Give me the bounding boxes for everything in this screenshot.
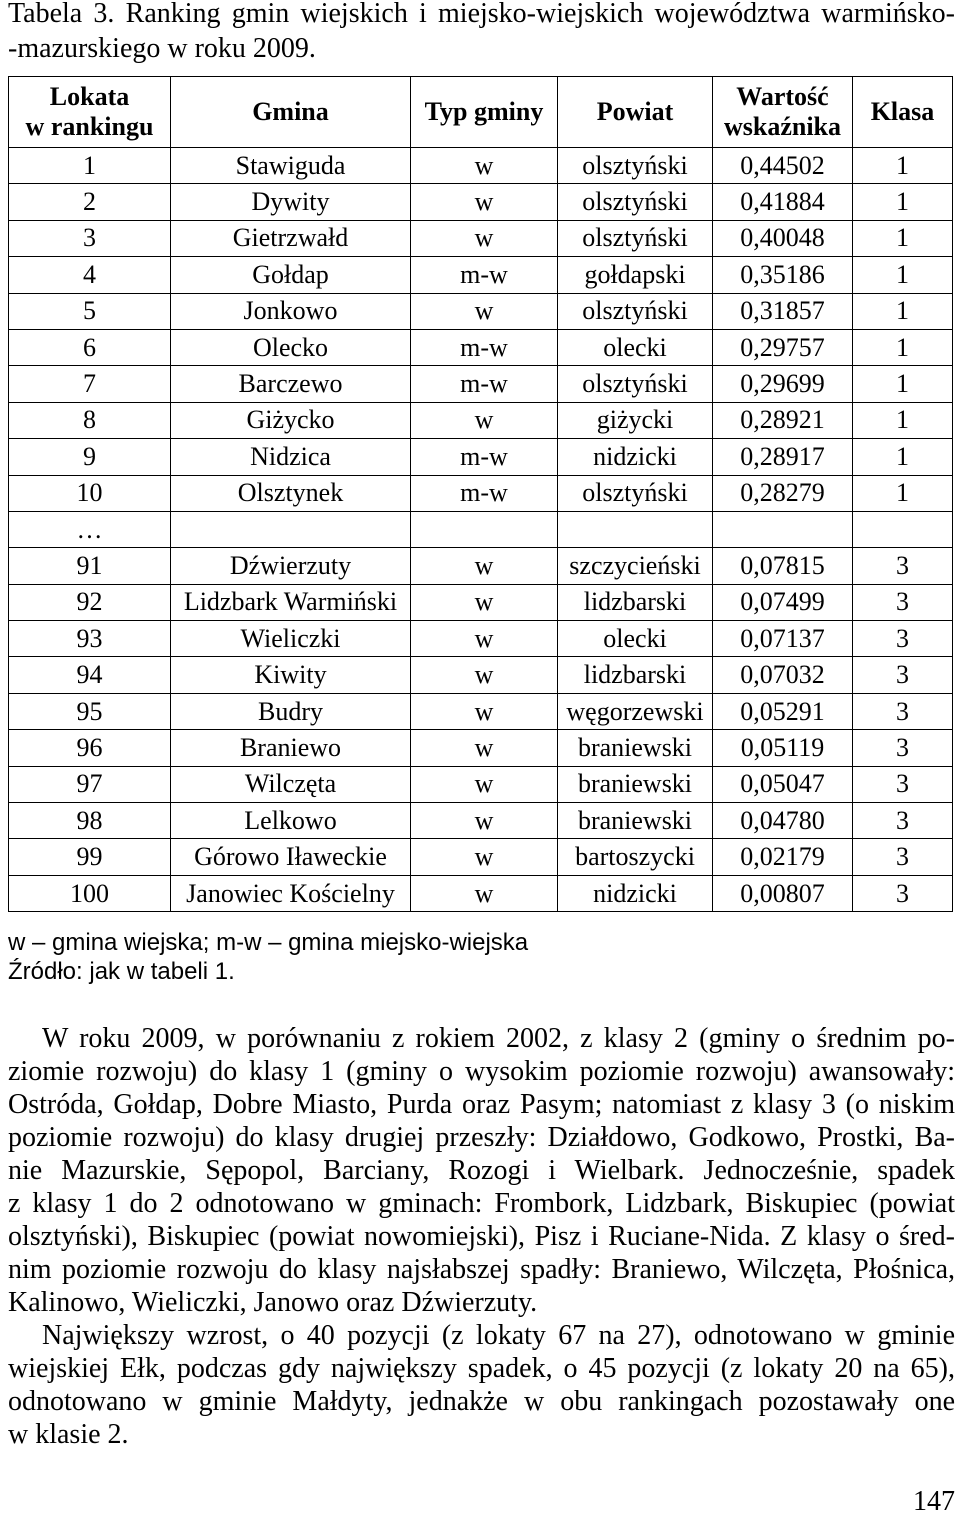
table-row [9, 329, 953, 365]
value-cell: 0,05047 [713, 766, 853, 802]
value-cell: 0,29699 [713, 366, 853, 402]
powiat-cell: nidzicki [558, 875, 713, 911]
class-cell: 1 [853, 293, 953, 329]
rank-cell: 8 [9, 402, 171, 438]
rank-cell: 99 [9, 839, 171, 875]
rank-cell: 97 [9, 766, 171, 802]
paragraph-line: nie Mazurskie, Sępopol, Barciany, Rozogi i Wielbark. Jednocześnie, spadek [8, 1155, 955, 1186]
powiat-cell: olecki [558, 621, 713, 657]
class-cell: 3 [853, 875, 953, 911]
paragraph-line: W roku 2009, w porównaniu z rokiem 2002, z klasy 2 (gminy o średnim po- [42, 1023, 955, 1054]
table-caption [8, 0, 955, 70]
class-cell: 1 [853, 439, 953, 475]
rank-cell: 9 [9, 439, 171, 475]
table-row [9, 548, 953, 584]
gmina-cell: Górowo Iławeckie [171, 839, 411, 875]
class-cell: 3 [853, 693, 953, 729]
table-row [9, 657, 953, 693]
powiat-cell: braniewski [558, 803, 713, 839]
rank-cell: 100 [9, 875, 171, 911]
type-cell: w [411, 730, 558, 766]
gmina-cell: Barczewo [171, 366, 411, 402]
value-cell: 0,07137 [713, 621, 853, 657]
table-header-row [9, 77, 953, 148]
value-cell: 0,07032 [713, 657, 853, 693]
rank-cell: 10 [9, 475, 171, 511]
type-cell: w [411, 875, 558, 911]
class-cell: 3 [853, 839, 953, 875]
table-row [9, 148, 953, 184]
table-row [9, 693, 953, 729]
class-cell: 1 [853, 329, 953, 365]
type-cell: w [411, 693, 558, 729]
table-row [9, 366, 953, 402]
rank-cell: 5 [9, 293, 171, 329]
rank-cell: 91 [9, 548, 171, 584]
table-row [9, 257, 953, 293]
empty-cell [558, 511, 713, 547]
class-cell: 1 [853, 184, 953, 220]
gmina-cell: Stawiguda [171, 148, 411, 184]
ellipsis-row [9, 511, 953, 547]
page-number: 147 [913, 1486, 955, 1517]
rank-cell: 96 [9, 730, 171, 766]
ranking-table [8, 76, 953, 912]
paragraph-line: w klasie 2. [8, 1419, 129, 1450]
gmina-cell: Kiwity [171, 657, 411, 693]
class-cell: 1 [853, 148, 953, 184]
powiat-cell: olsztyński [558, 184, 713, 220]
header-gmina: Gmina [171, 77, 411, 148]
value-cell: 0,29757 [713, 329, 853, 365]
table-row [9, 766, 953, 802]
table-row [9, 439, 953, 475]
value-cell: 0,00807 [713, 875, 853, 911]
ellipsis-cell: … [9, 511, 171, 547]
table-row [9, 475, 953, 511]
rank-cell: 93 [9, 621, 171, 657]
paragraph [8, 1022, 955, 1319]
paragraph-line: Największy wzrost, o 40 pozycji (z lokaty 67 na 27), odnotowano w gminie [42, 1320, 955, 1351]
powiat-cell: olsztyński [558, 148, 713, 184]
type-cell: w [411, 184, 558, 220]
value-cell: 0,44502 [713, 148, 853, 184]
header-rank [9, 77, 171, 148]
powiat-cell: olsztyński [558, 220, 713, 256]
value-cell: 0,28279 [713, 475, 853, 511]
class-cell: 3 [853, 584, 953, 620]
table-row [9, 402, 953, 438]
header-value-line: wskaźnika [723, 112, 842, 141]
paragraph [8, 1319, 955, 1451]
table-row [9, 584, 953, 620]
gmina-cell: Lidzbark Warmiński [171, 584, 411, 620]
class-cell: 3 [853, 621, 953, 657]
table-row [9, 220, 953, 256]
table-row [9, 293, 953, 329]
gmina-cell: Wieliczki [171, 621, 411, 657]
table-row [9, 730, 953, 766]
value-cell: 0,05119 [713, 730, 853, 766]
gmina-cell: Dźwierzuty [171, 548, 411, 584]
type-cell: w [411, 584, 558, 620]
type-cell: m-w [411, 439, 558, 475]
powiat-cell: olsztyński [558, 475, 713, 511]
type-cell: w [411, 548, 558, 584]
empty-cell [411, 511, 558, 547]
header-rank-line: w rankingu [25, 112, 154, 141]
value-cell: 0,31857 [713, 293, 853, 329]
header-powiat: Powiat [558, 77, 713, 148]
class-cell: 1 [853, 366, 953, 402]
gmina-cell: Braniewo [171, 730, 411, 766]
paragraph-line: wiejskiej Ełk, podczas gdy największy spadek, o 45 pozycji (z lokaty 20 na 65), [8, 1353, 955, 1384]
type-cell: m-w [411, 366, 558, 402]
powiat-cell: braniewski [558, 730, 713, 766]
type-cell: m-w [411, 329, 558, 365]
gmina-cell: Wilczęta [171, 766, 411, 802]
source-note: Źródło: jak w tabeli 1. [8, 958, 235, 985]
value-cell: 0,07499 [713, 584, 853, 620]
type-cell: m-w [411, 257, 558, 293]
type-cell: m-w [411, 475, 558, 511]
type-cell: w [411, 293, 558, 329]
rank-cell: 4 [9, 257, 171, 293]
empty-cell [853, 511, 953, 547]
table-row [9, 184, 953, 220]
powiat-cell: olsztyński [558, 293, 713, 329]
type-cell: w [411, 148, 558, 184]
class-cell: 3 [853, 766, 953, 802]
type-cell: w [411, 766, 558, 802]
powiat-cell: olecki [558, 329, 713, 365]
gmina-cell: Nidzica [171, 439, 411, 475]
value-cell: 0,04780 [713, 803, 853, 839]
table-row [9, 839, 953, 875]
powiat-cell: olsztyński [558, 366, 713, 402]
value-cell: 0,02179 [713, 839, 853, 875]
gmina-cell: Gołdap [171, 257, 411, 293]
gmina-cell: Olecko [171, 329, 411, 365]
rank-cell: 98 [9, 803, 171, 839]
paragraph-line: Kalinowo, Wieliczki, Janowo oraz Dźwierzuty. [8, 1287, 538, 1318]
paragraph-line: poziomie rozwoju) do klasy drugiej przeszły: Działdowo, Godkowo, Prostki, Ba- [8, 1122, 955, 1153]
rank-cell: 3 [9, 220, 171, 256]
value-cell: 0,35186 [713, 257, 853, 293]
type-cell: w [411, 402, 558, 438]
rank-cell: 92 [9, 584, 171, 620]
table-notes [8, 928, 528, 986]
value-cell: 0,28917 [713, 439, 853, 475]
class-cell: 3 [853, 548, 953, 584]
header-rank-line: Lokata [49, 82, 130, 111]
rank-cell: 7 [9, 366, 171, 402]
gmina-cell: Janowiec Kościelny [171, 875, 411, 911]
class-cell: 1 [853, 257, 953, 293]
type-cell: w [411, 657, 558, 693]
class-cell: 1 [853, 220, 953, 256]
rank-cell: 94 [9, 657, 171, 693]
powiat-cell: giżycki [558, 402, 713, 438]
type-cell: w [411, 803, 558, 839]
legend-note: w – gmina wiejska; m-w – gmina miejsko-wiejska [8, 929, 529, 956]
table-row [9, 803, 953, 839]
class-cell: 1 [853, 402, 953, 438]
type-cell: w [411, 621, 558, 657]
paragraph-line: olsztyński), Biskupiec (powiat nowomiejski), Pisz i Ruciane-Nida. Z klasy o śred- [8, 1221, 955, 1252]
empty-cell [171, 511, 411, 547]
value-cell: 0,40048 [713, 220, 853, 256]
class-cell: 3 [853, 657, 953, 693]
value-cell: 0,41884 [713, 184, 853, 220]
paragraph-line: ziomie rozwoju) do klasy 1 (gminy o wysokim poziomie rozwoju) awansowały: [8, 1056, 955, 1087]
class-cell: 3 [853, 803, 953, 839]
value-cell: 0,07815 [713, 548, 853, 584]
powiat-cell: węgorzewski [558, 693, 713, 729]
rank-cell: 2 [9, 184, 171, 220]
gmina-cell: Jonkowo [171, 293, 411, 329]
table-row [9, 621, 953, 657]
gmina-cell: Olsztynek [171, 475, 411, 511]
header-value-line: Wartość [736, 82, 829, 111]
powiat-cell: lidzbarski [558, 584, 713, 620]
type-cell: w [411, 220, 558, 256]
class-cell: 3 [853, 730, 953, 766]
header-value [713, 77, 853, 148]
body-text [8, 1022, 955, 1451]
gmina-cell: Lelkowo [171, 803, 411, 839]
value-cell: 0,05291 [713, 693, 853, 729]
paragraph-line: z klasy 1 do 2 odnotowano w gminach: Frombork, Lidzbark, Biskupiec (powiat [8, 1188, 955, 1219]
rank-cell: 6 [9, 329, 171, 365]
powiat-cell: nidzicki [558, 439, 713, 475]
class-cell: 1 [853, 475, 953, 511]
caption-line: -mazurskiego w roku 2009. [8, 33, 316, 64]
value-cell: 0,28921 [713, 402, 853, 438]
paragraph-line: nim poziomie rozwoju do klasy najsłabszej spadły: Braniewo, Wilczęta, Płośnica, [8, 1254, 955, 1285]
powiat-cell: bartoszycki [558, 839, 713, 875]
powiat-cell: braniewski [558, 766, 713, 802]
caption-line: Tabela 3. Ranking gmin wiejskich i miejsko-wiejskich województwa warmińsko- [8, 0, 955, 29]
gmina-cell: Budry [171, 693, 411, 729]
rank-cell: 1 [9, 148, 171, 184]
type-cell: w [411, 839, 558, 875]
powiat-cell: gołdapski [558, 257, 713, 293]
rank-cell: 95 [9, 693, 171, 729]
gmina-cell: Gietrzwałd [171, 220, 411, 256]
paragraph-line: Ostróda, Gołdap, Dobre Miasto, Purda oraz Pasym; natomiast z klasy 3 (o niskim [8, 1089, 955, 1120]
header-klasa: Klasa [853, 77, 953, 148]
table-row [9, 875, 953, 911]
empty-cell [713, 511, 853, 547]
powiat-cell: szczycieński [558, 548, 713, 584]
powiat-cell: lidzbarski [558, 657, 713, 693]
paragraph-line: odnotowano w gminie Małdyty, jednakże w obu rankingach pozostawały one [8, 1386, 955, 1417]
gmina-cell: Dywity [171, 184, 411, 220]
header-type: Typ gminy [411, 77, 558, 148]
gmina-cell: Giżycko [171, 402, 411, 438]
